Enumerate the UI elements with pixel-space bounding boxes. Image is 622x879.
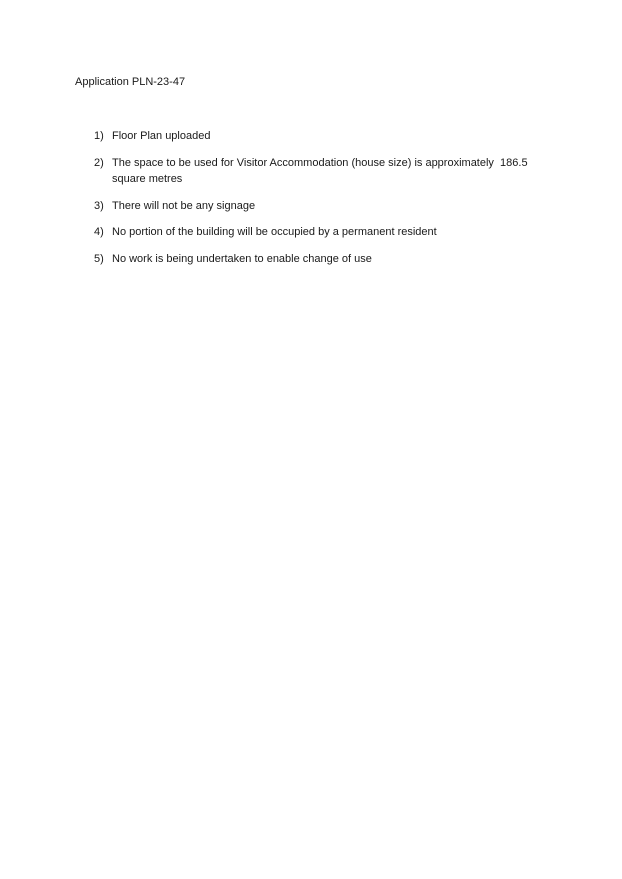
list-item [94, 224, 564, 241]
list-item-text: No portion of the building will be occupied by a permanent resident [112, 226, 437, 238]
list-item-number: 5) [94, 252, 104, 265]
list-item [94, 155, 564, 188]
list-item-text: The space to be used for Visitor Accommodation (house size) is approximately 186.5 square metres [112, 156, 531, 185]
list-item-text: No work is being undertaken to enable change of use [112, 252, 372, 265]
list-item-number: 3) [94, 199, 104, 212]
list-item-number: 1) [94, 130, 104, 142]
list-item-number: 2) [94, 156, 104, 169]
list-item [94, 251, 564, 268]
list-item-text: Floor Plan uploaded [112, 130, 211, 142]
list-item [94, 198, 564, 215]
numbered-list [94, 128, 564, 277]
list-item [94, 128, 564, 145]
list-item-number: 4) [94, 226, 104, 238]
list-item-text: There will not be any signage [112, 199, 256, 212]
document-heading: Application PLN-23-47 [75, 76, 186, 88]
